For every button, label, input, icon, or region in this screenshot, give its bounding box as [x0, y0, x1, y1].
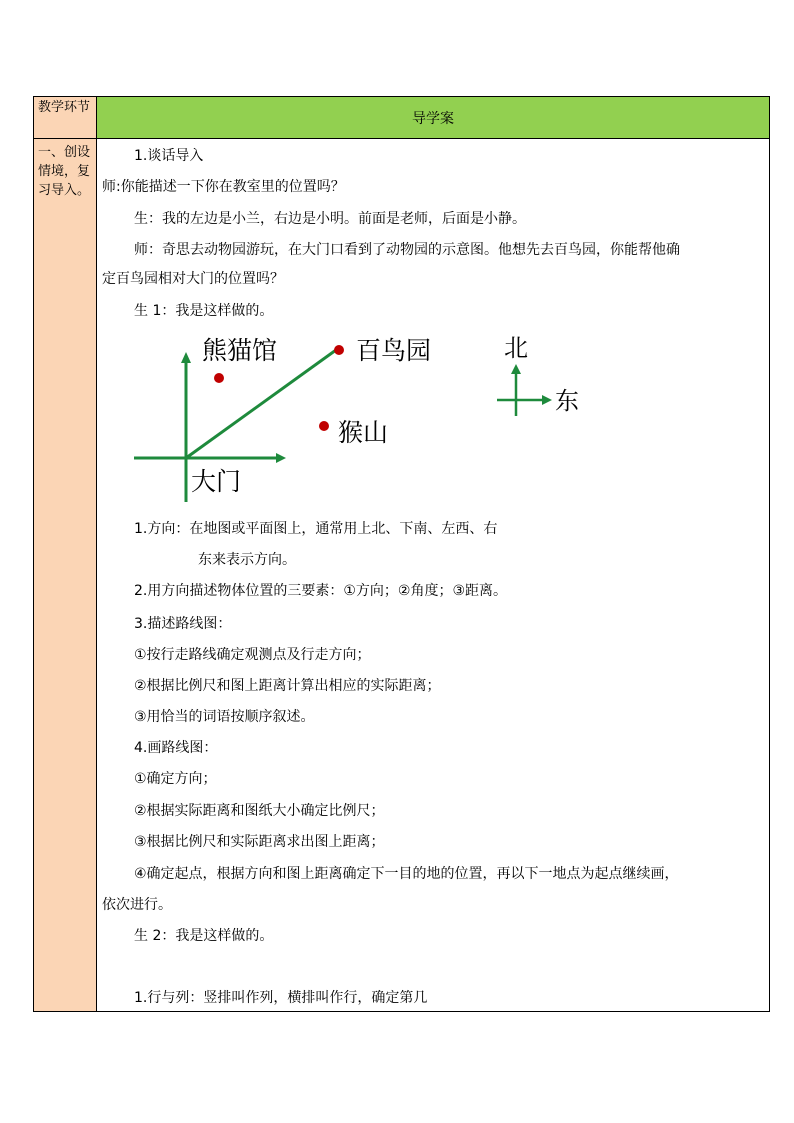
line-10: 3.描述路线图：	[134, 616, 232, 632]
line-4: 师：奇思去动物园游玩，在大门口看到了动物园的示意图。他想先去百鸟园，你能帮他确	[134, 242, 680, 258]
line-19: 依次进行。	[102, 897, 172, 913]
line-13: ③用恰当的词语按顺序叙述。	[134, 709, 315, 725]
stage-label: 一、创设情境，复习导入。	[38, 145, 91, 198]
panda-label: 熊猫馆	[202, 336, 278, 365]
east-label: 东	[555, 387, 579, 415]
gate-label: 大门	[191, 467, 242, 496]
row-divider	[34, 138, 769, 139]
line-7: 1.方向：在地图或平面图上，通常用上北、下南、左西、右	[134, 521, 498, 537]
column-divider	[96, 97, 97, 1011]
zoo-map-diagram	[134, 332, 594, 510]
compass	[497, 334, 579, 416]
line-18: ④确定起点，根据方向和图上距离确定下一目的地的位置，再以下一地点为起点继续画，	[134, 866, 679, 882]
line-15: ①确定方向；	[134, 771, 217, 787]
line-21: 1.行与列：竖排叫作列，横排叫作行，确定第几	[134, 990, 428, 1006]
monkey-label: 猴山	[338, 418, 389, 447]
line-1: 1.谈话导入	[134, 148, 204, 164]
line-17: ③根据比例尺和实际距离求出图上距离；	[134, 834, 385, 850]
north-label: 北	[504, 334, 528, 362]
header-cell-stage	[34, 97, 96, 138]
line-8: 东来表示方向。	[198, 552, 296, 568]
monkey-dot	[319, 421, 329, 431]
bird-label: 百鸟园	[356, 336, 432, 365]
header-cell-guide	[97, 97, 769, 138]
line-3: 生：我的左边是小兰，右边是小明。前面是老师，后面是小静。	[134, 211, 526, 227]
line-11: ①按行走路线确定观测点及行走方向；	[134, 647, 371, 663]
line-9: 2.用方向描述物体位置的三要素：①方向；②角度；③距离。	[134, 583, 508, 599]
line-14: 4.画路线图：	[134, 740, 218, 756]
stage-cell	[34, 139, 96, 1011]
line-20: 生 2：我是这样做的。	[134, 928, 274, 944]
column-header-stage: 教学环节	[38, 100, 91, 115]
line-16: ②根据实际距离和图纸大小确定比例尺；	[134, 803, 385, 819]
line-12: ②根据比例尺和图上距离计算出相应的实际距离；	[134, 678, 441, 694]
line-5: 定百鸟园相对大门的位置吗？	[102, 271, 284, 287]
line-6: 生 1：我是这样做的。	[134, 303, 274, 319]
bird-dot	[334, 345, 344, 355]
column-header-guide: 导学案	[412, 111, 454, 127]
panda-dot	[214, 373, 224, 383]
line-2: 师:你能描述一下你在教室里的位置吗？	[102, 179, 345, 195]
